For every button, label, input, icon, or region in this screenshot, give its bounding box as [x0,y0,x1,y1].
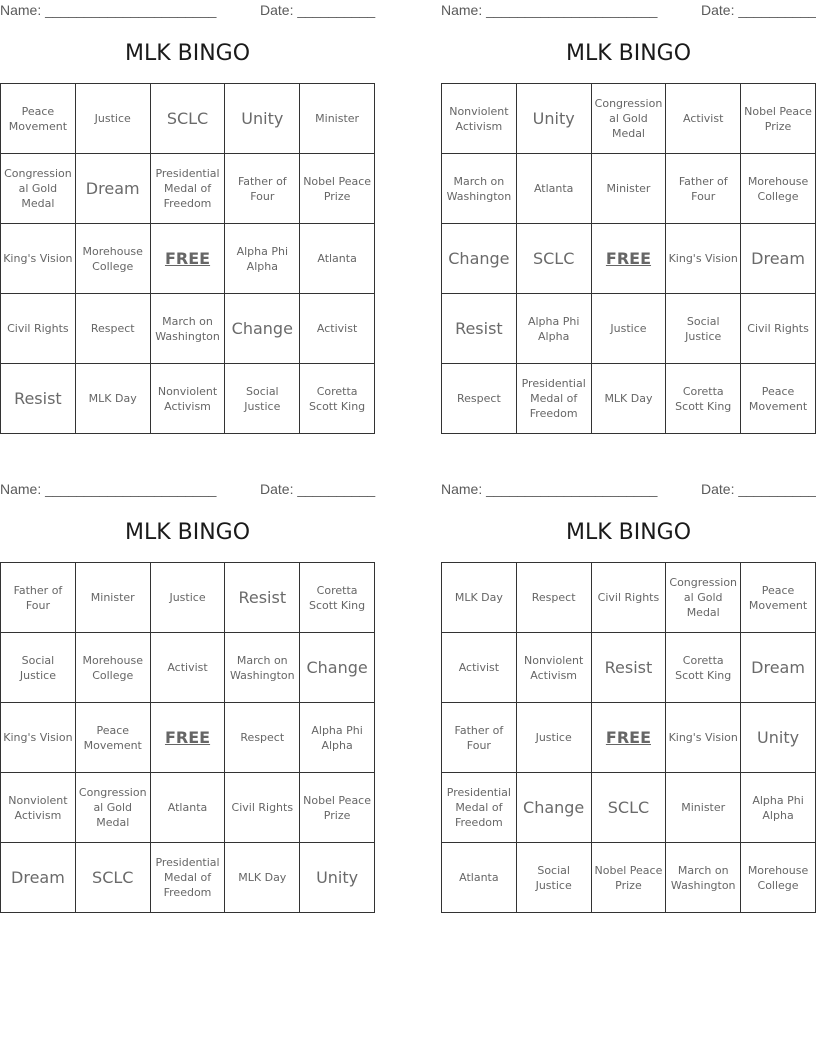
free-space[interactable]: FREE [150,224,225,294]
bingo-cell[interactable]: King's Vision [1,703,76,773]
date-field[interactable]: Date: __________ [701,2,816,18]
name-field[interactable]: Name: ______________________ [0,481,217,497]
bingo-row [1,843,375,913]
bingo-cell[interactable]: Social Justice [225,364,300,434]
bingo-grid [0,562,375,913]
date-field[interactable]: Date: __________ [260,2,376,18]
bingo-cell[interactable]: Atlanta [442,843,517,913]
bingo-cell[interactable]: March on Washington [225,633,300,703]
bingo-cell[interactable]: Peace Movement [1,84,76,154]
bingo-row [1,224,375,294]
bingo-cell[interactable]: Activist [300,294,375,364]
bingo-cell[interactable]: Alpha Phi Alpha [300,703,375,773]
bingo-cell[interactable]: Nonviolent Activism [516,633,591,703]
date-field[interactable]: Date: __________ [260,481,376,497]
card-title: MLK BINGO [565,520,692,545]
free-space[interactable]: FREE [591,224,666,294]
bingo-row [442,703,816,773]
bingo-cell[interactable]: Dream [741,224,816,294]
bingo-card-3 [0,479,375,914]
bingo-cell[interactable]: Unity [225,84,300,154]
card-title: MLK BINGO [124,41,251,66]
bingo-cell[interactable]: Dream [1,843,76,913]
bingo-cell[interactable]: Alpha Phi Alpha [516,294,591,364]
bingo-cell[interactable]: Nobel Peace Prize [300,154,375,224]
bingo-cell[interactable]: Father of Four [1,563,76,633]
bingo-grid [0,83,375,434]
bingo-cell[interactable]: Presidential Medal of Freedom [516,364,591,434]
bingo-cell[interactable]: Morehouse College [75,224,150,294]
bingo-row [442,294,816,364]
bingo-cell[interactable]: March on Washington [442,154,517,224]
card-title: MLK BINGO [565,41,692,66]
free-space[interactable]: FREE [150,703,225,773]
bingo-cell[interactable]: Minister [666,773,741,843]
bingo-cell[interactable]: Justice [591,294,666,364]
bingo-cell[interactable]: March on Washington [666,843,741,913]
bingo-cell[interactable]: SCLC [516,224,591,294]
name-field[interactable]: Name: ______________________ [0,2,217,18]
bingo-cell[interactable]: SCLC [75,843,150,913]
bingo-cell[interactable]: Peace Movement [741,364,816,434]
bingo-cell[interactable]: Civil Rights [225,773,300,843]
bingo-cell[interactable]: MLK Day [442,563,517,633]
bingo-row [442,364,816,434]
bingo-cell[interactable]: King's Vision [1,224,76,294]
bingo-cell[interactable]: Social Justice [666,294,741,364]
bingo-cell[interactable]: Nonviolent Activism [1,773,76,843]
bingo-cell[interactable]: Justice [150,563,225,633]
free-space[interactable]: FREE [591,703,666,773]
bingo-cell[interactable]: Coretta Scott King [300,563,375,633]
bingo-cell[interactable]: March on Washington [150,294,225,364]
bingo-cell[interactable]: Respect [225,703,300,773]
bingo-cell[interactable]: Morehouse College [741,843,816,913]
bingo-cell[interactable]: Coretta Scott King [666,633,741,703]
bingo-cell[interactable]: Resist [1,364,76,434]
bingo-cell[interactable]: Congressional Gold Medal [666,563,741,633]
bingo-row [442,843,816,913]
bingo-cell[interactable]: Unity [300,843,375,913]
name-field[interactable]: Name: ______________________ [441,2,658,18]
bingo-cell[interactable]: Nonviolent Activism [150,364,225,434]
bingo-cell[interactable]: Respect [442,364,517,434]
bingo-cell[interactable]: King's Vision [666,224,741,294]
bingo-cell[interactable]: Father of Four [442,703,517,773]
bingo-cell[interactable]: Nobel Peace Prize [591,843,666,913]
bingo-row [1,84,375,154]
bingo-cell[interactable]: Nonviolent Activism [442,84,517,154]
bingo-grid [441,83,816,434]
bingo-cell[interactable]: Nobel Peace Prize [300,773,375,843]
bingo-row [442,154,816,224]
bingo-card-4 [441,479,816,914]
bingo-cell[interactable]: Respect [75,294,150,364]
bingo-cell[interactable]: SCLC [150,84,225,154]
bingo-cell[interactable]: Change [300,633,375,703]
bingo-cell[interactable]: Activist [150,633,225,703]
bingo-cell[interactable]: Atlanta [150,773,225,843]
bingo-row [442,633,816,703]
bingo-row [442,563,816,633]
bingo-cell[interactable]: Activist [666,84,741,154]
bingo-cell[interactable]: MLK Day [75,364,150,434]
bingo-cell[interactable]: Justice [516,703,591,773]
bingo-cell[interactable]: Minister [75,563,150,633]
bingo-cell[interactable]: Resist [591,633,666,703]
bingo-cell[interactable]: Civil Rights [741,294,816,364]
bingo-cell[interactable]: Respect [516,563,591,633]
bingo-cell[interactable]: Father of Four [666,154,741,224]
bingo-row [1,154,375,224]
bingo-cell[interactable]: Resist [225,563,300,633]
bingo-cell[interactable]: MLK Day [225,843,300,913]
bingo-cell[interactable]: Minister [300,84,375,154]
bingo-cell[interactable]: Alpha Phi Alpha [741,773,816,843]
bingo-cell[interactable]: Minister [591,154,666,224]
bingo-cell[interactable]: Unity [741,703,816,773]
bingo-cell[interactable]: Presidential Medal of Freedom [150,154,225,224]
bingo-cell[interactable]: Change [442,224,517,294]
bingo-row [1,294,375,364]
bingo-cell[interactable]: Change [225,294,300,364]
bingo-cell[interactable]: Justice [75,84,150,154]
bingo-cell[interactable]: Morehouse College [741,154,816,224]
bingo-cell[interactable]: Atlanta [300,224,375,294]
bingo-cell[interactable]: Father of Four [225,154,300,224]
bingo-grid [441,562,816,913]
bingo-row [442,84,816,154]
bingo-cell[interactable]: Coretta Scott King [300,364,375,434]
card-title: MLK BINGO [124,520,251,545]
bingo-row [1,563,375,633]
bingo-cell[interactable]: MLK Day [591,364,666,434]
bingo-cell[interactable]: Dream [741,633,816,703]
bingo-cell[interactable]: Civil Rights [591,563,666,633]
bingo-cell[interactable]: Change [516,773,591,843]
bingo-cell[interactable]: Nobel Peace Prize [741,84,816,154]
bingo-cell[interactable]: Congressional Gold Medal [75,773,150,843]
bingo-cell[interactable]: Dream [75,154,150,224]
name-field[interactable]: Name: ______________________ [441,481,658,497]
bingo-cell[interactable]: Social Justice [1,633,76,703]
bingo-cell[interactable]: Unity [516,84,591,154]
bingo-cell[interactable]: Congressional Gold Medal [591,84,666,154]
bingo-cell[interactable]: Coretta Scott King [666,364,741,434]
bingo-cell[interactable]: Peace Movement [741,563,816,633]
bingo-row [442,773,816,843]
bingo-cell[interactable]: Congressional Gold Medal [1,154,76,224]
bingo-cell[interactable]: Peace Movement [75,703,150,773]
bingo-row [1,773,375,843]
bingo-cell[interactable]: Activist [442,633,517,703]
bingo-cell[interactable]: Civil Rights [1,294,76,364]
bingo-row [442,224,816,294]
bingo-row [1,703,375,773]
bingo-cell[interactable]: Presidential Medal of Freedom [442,773,517,843]
bingo-card-1 [0,0,375,435]
bingo-card-2 [441,0,816,435]
bingo-cell[interactable]: Resist [442,294,517,364]
bingo-row [1,364,375,434]
bingo-row [1,633,375,703]
bingo-cell[interactable]: King's Vision [666,703,741,773]
bingo-cell[interactable]: Presidential Medal of Freedom [150,843,225,913]
bingo-cell[interactable]: Alpha Phi Alpha [225,224,300,294]
date-field[interactable]: Date: __________ [701,481,816,497]
bingo-cell[interactable]: Social Justice [516,843,591,913]
bingo-cell[interactable]: Morehouse College [75,633,150,703]
bingo-cell[interactable]: Atlanta [516,154,591,224]
bingo-cell[interactable]: SCLC [591,773,666,843]
